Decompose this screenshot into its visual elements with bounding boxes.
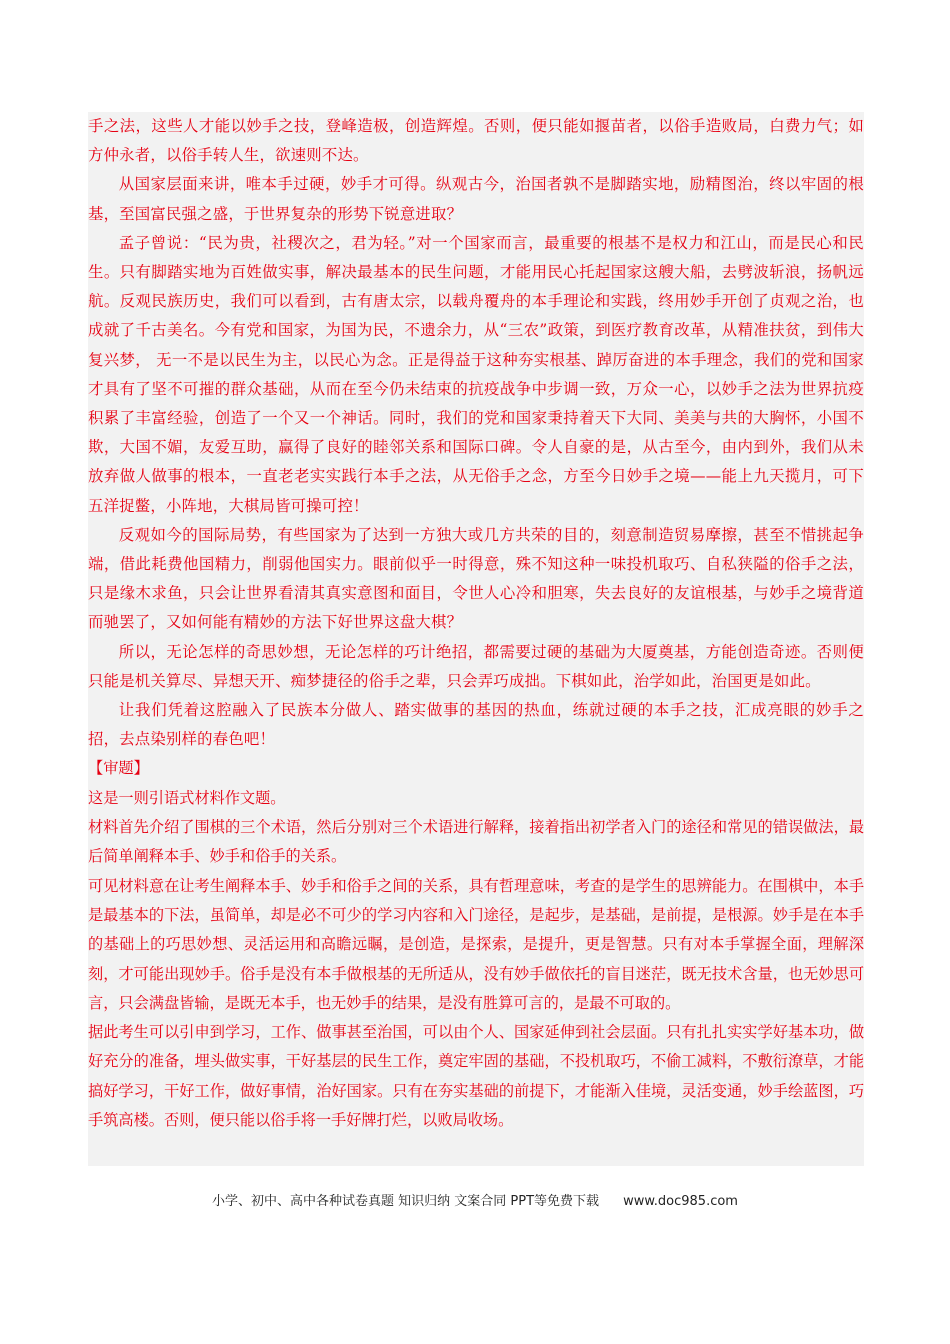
essay-paragraph-3: 孟子曾说：“民为贵，社稷次之，君为轻。”对一个国家而言，最重要的根基不是权力和江山，而是民心和民生。只有脚踏实地为百姓做实事，解决最基本的民生问题，才能用民心托起国家这艘大船，去劈波斩浪，扬帆远航。反观民族历史，我们可以看到，古有唐太宗，以载舟覆舟的本手理论和实践，终用妙手开创了贞观之治，也成就了千古美名。今有党和国家，为国为民，不遗余力，从“三农”政策，到医疗教育改革，从精准扶贫，到伟大复兴梦， 无一不是以民生为主，以民心为念。正是得益于这种夯实根基、踔厉奋进的本手理念，我们的党和国家才具有了坚不可摧的群众基础，从而在至今仍未结束的抗疫战争中步调一致，万众一心，以妙手之法为世界抗疫积累了丰富经验，创造了一个又一个神话。同时，我们的党和国家秉持着天下大同、美美与共的大胸怀，小国不欺，大国不媚，友爱互助，赢得了良好的睦邻关系和国际口碑。令人自豪的是，从古至今，由内到外，我们从未放弃做人做事的根本，一直老老实实践行本手之法，从无俗手之念，方至今日妙手之境——能上九天揽月，可下五洋捉鳖，小阵地，大棋局皆可操可控！ (88, 233, 864, 515)
page-footer (0, 1190, 950, 1209)
analysis-paragraph-1: 这是一则引语式材料作文题。 (88, 788, 286, 807)
essay-paragraph-4: 反观如今的国际局势，有些国家为了达到一方独大或几方共荣的目的，刻意制造贸易摩擦，甚至不惜挑起争端，借此耗费他国精力，削弱他国实力。眼前似乎一时得意，殊不知这种一味投机取巧、自私狭隘的俗手之法，只是缘木求鱼，只会让世界看清其真实意图和面目，令世人心冷和胆寒，失去良好的友谊根基，与妙手之境背道而驰罢了，又如何能有精妙的方法下好世界这盘大棋？ (88, 525, 864, 632)
essay-paragraph-6: 让我们凭着这腔融入了民族本分做人、踏实做事的基因的热血，练就过硬的本手之技，汇成亮眼的妙手之招，去点染别样的春色吧！ (88, 701, 864, 749)
analysis-paragraph-3: 可见材料意在让考生阐释本手、妙手和俗手之间的关系，具有哲理意味，考查的是学生的思辨能力。在围棋中，本手是最基本的下法，虽简单，却是必不可少的学习内容和入门途径，是起步，是基础，是前提，是根源。妙手是在本手的基础上的巧思妙想、灵活运用和高瞻远瞩，是创造，是探索，是提升，更是智慧。只有对本手掌握全面，理解深刻，才可能出现妙手。俗手是没有本手做根基的无所适从，没有妙手做依托的盲目迷茫，既无技术含量，也无妙思可言，只会满盘皆输，是既无本手，也无妙手的结果，是没有胜算可言的，是最不可取的。 (88, 876, 864, 1012)
footer-site-link[interactable]: www.doc985.com (623, 1194, 738, 1209)
analysis-paragraph-2: 材料首先介绍了围棋的三个术语，然后分别对三个术语进行解释，接着指出初学者入门的途径和常见的错误做法，最后简单阐释本手、妙手和俗手的关系。 (88, 818, 864, 866)
essay-paragraph-2: 从国家层面来讲，唯本手过硬，妙手才可得。纵观古今，治国者孰不是脚踏实地，励精图治，终以牢固的根基，至国富民强之盛，于世界复杂的形势下锐意进取？ (88, 175, 864, 223)
footer-text: 小学、初中、高中各种试卷真题 知识归纳 文案合同 PPT等免费下载 (212, 1194, 600, 1209)
essay-section (88, 112, 864, 754)
analysis-heading: 【审题】 (88, 759, 149, 778)
essay-paragraph-1: 手之法，这些人才能以妙手之技，登峰造极，创造辉煌。否则，便只能如揠苗者，以俗手造败局，白费力气；如方仲永者，以俗手转人生，欲速则不达。 (88, 117, 864, 165)
essay-paragraph-5: 所以，无论怎样的奇思妙想，无论怎样的巧计绝招，都需要过硬的基础为大厦奠基，方能创造奇迹。否则便只能是机关算尽、异想天开、痴梦捷径的俗手之辈，只会弄巧成拙。下棋如此，治学如此，治国更是如此。 (88, 642, 864, 690)
analysis-paragraph-4: 据此考生可以引申到学习，工作、做事甚至治国，可以由个人、国家延伸到社会层面。只有扎扎实实学好基本功，做好充分的准备，埋头做实事，干好基层的民生工作，奠定牢固的基础，不投机取巧，不偷工减料，不敷衍潦草，才能搞好学习，干好工作，做好事情，治好国家。只有在夯实基础的前提下，才能渐入佳境，灵活变通，妙手绘蓝图，巧手筑高楼。否则，便只能以俗手将一手好牌打烂，以败局收场。 (88, 1023, 864, 1130)
document-body (88, 112, 864, 1166)
analysis-section (88, 754, 864, 1135)
